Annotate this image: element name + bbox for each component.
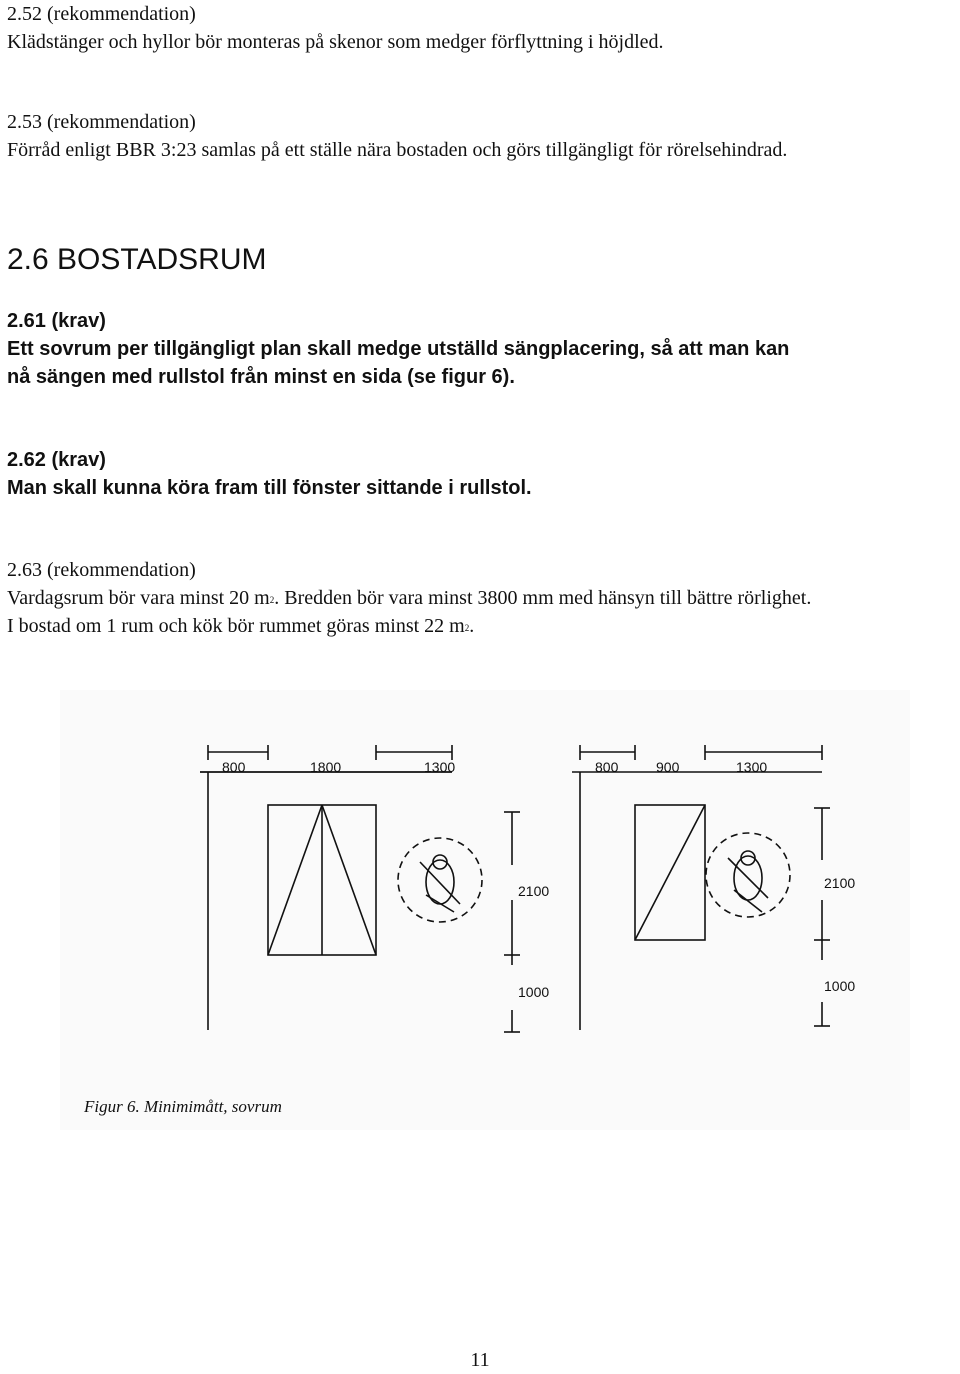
dim-right-h2: 1000 <box>824 978 856 994</box>
dim-right-h1: 2100 <box>824 875 856 891</box>
dim-left-w1: 800 <box>222 759 246 775</box>
dim-left-h2: 1000 <box>518 984 550 1000</box>
figure-6-bedroom-diagram <box>60 690 910 1130</box>
section-2-61 <box>7 307 789 391</box>
dim-left-h1: 2100 <box>518 883 550 899</box>
section-2-52 <box>7 0 664 56</box>
dim-right-w3: 1300 <box>736 759 768 775</box>
figure-background <box>60 690 910 1130</box>
section-text-line: nå sängen med rullstol från minst en sida (se figur 6). <box>7 366 515 388</box>
section-2-62 <box>7 446 532 502</box>
section-text-line: Ett sovrum per tillgängligt plan skall medge utställd sängplacering, så att man kan <box>7 338 790 360</box>
section-text-line: Vardagsrum bör vara minst 20 $m^2$. Bredden bör vara minst 3800 mm med hänsyn till bättre rörlighet. <box>7 587 812 609</box>
section-number: 2.63 (rekommendation) <box>7 559 196 581</box>
section-text: Man skall kunna köra fram till fönster sittande i rullstol. <box>7 477 532 499</box>
page-number: 11 <box>470 1349 490 1371</box>
section-number: 2.61 (krav) <box>7 310 106 332</box>
section-number: 2.53 (rekommendation) <box>7 111 196 133</box>
section-text: Klädstänger och hyllor bör monteras på skenor som medger förflyttning i höjdled. <box>7 31 664 53</box>
dim-right-w2: 900 <box>656 759 680 775</box>
section-text: Förråd enligt BBR 3:23 samlas på ett ställe nära bostaden och görs tillgängligt för rörelsehindrad. <box>7 139 788 161</box>
section-number: 2.62 (krav) <box>7 449 106 471</box>
section-text-line: I bostad om 1 rum och kök bör rummet göras minst 22 $m^2$. <box>7 615 475 637</box>
section-heading: 2.6 BOSTADSRUM <box>7 243 267 276</box>
dim-left-w2: 1800 <box>310 759 342 775</box>
dim-right-w1: 800 <box>595 759 619 775</box>
figure-caption: Figur 6. Minimimått, sovrum <box>84 1097 282 1116</box>
section-2-53 <box>7 108 787 164</box>
section-number: 2.52 (rekommendation) <box>7 3 196 25</box>
dim-left-w3: 1300 <box>424 759 456 775</box>
section-2-63 <box>7 556 811 640</box>
